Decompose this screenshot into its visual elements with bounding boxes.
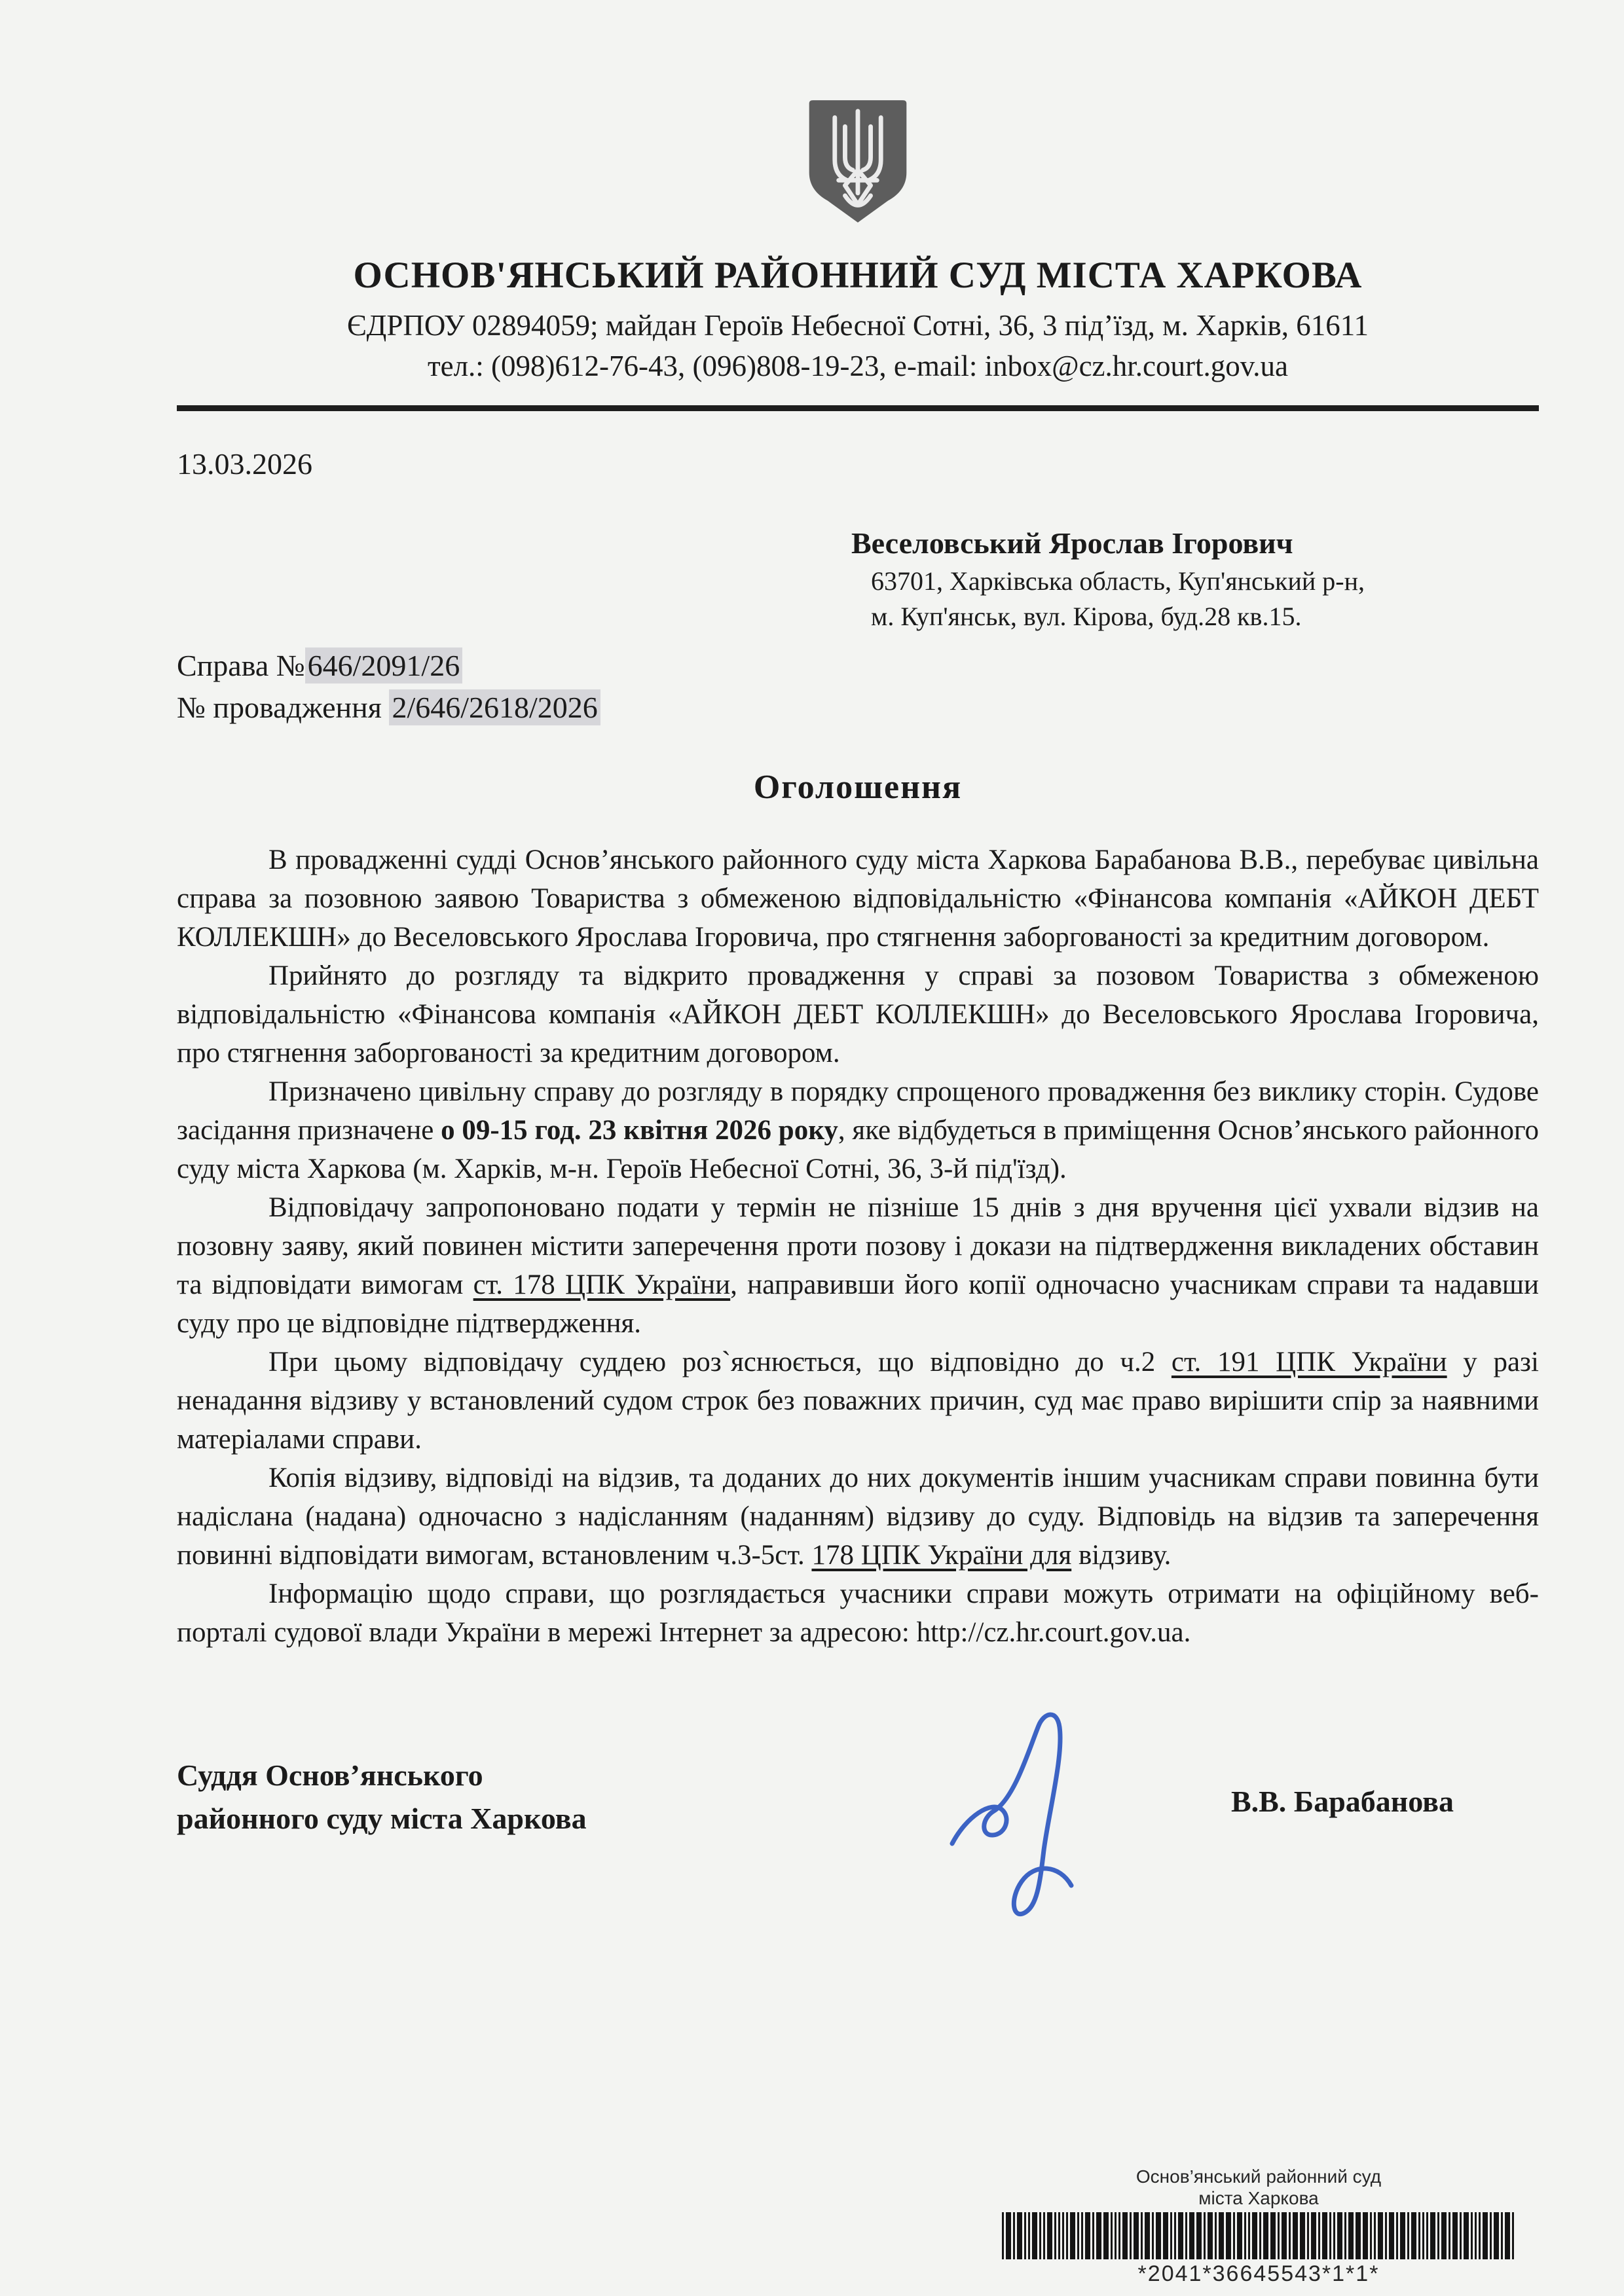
judge-title-line1: Суддя Основ’янського	[177, 1758, 483, 1792]
judge-title-line2: районного суду міста Харкова	[177, 1802, 587, 1835]
signature-block	[177, 1754, 1539, 1840]
document-body	[177, 841, 1539, 1652]
paragraph-5-run: у разі ненадання відзиву у встановлений судом строк без поважних причин, суд має право вирішити спір за наявними матеріалами справи.	[177, 1347, 1539, 1455]
case-number-label: Справа №	[177, 649, 305, 682]
court-address: ЄДРПОУ 02894059; майдан Героїв Небесної Сотні, 36, 3 під’їзд, м. Харків, 61611	[346, 309, 1369, 342]
paragraph-3	[177, 1072, 1539, 1188]
proceeding-number-line	[177, 687, 1539, 729]
footer-court-line1: Основ’янський районний суд	[1135, 2166, 1382, 2187]
case-number-value: 646/2091/26	[305, 647, 463, 683]
paragraph-4-run: Відповідачу запропоновано подати у термін не пізніше 15 днів з дня вручення цієї ухвали відзив на позовну заяву, який повинен містити заперечення проти позову і докази на підтвердження викладених обставин та відповідати вимогам	[177, 1192, 1539, 1300]
statute-reference-178-2: 178 ЦПК України для	[811, 1540, 1072, 1571]
paragraph-1: В провадженні судді Основ’янського районного суду міста Харкова Барабанова В.В., перебуває цивільна справа за позовною заявою Товариства з обмеженою відповідальністю «Фінансова компанія «АЙКОН ДЕБТ КОЛЛЕКШН» до Веселовського Ярослава Ігоровича, про стягнення заборгованості за кредитним договором.	[177, 845, 1539, 953]
paragraph-5	[177, 1343, 1539, 1459]
letterhead-divider	[177, 405, 1539, 411]
barcode	[981, 2212, 1536, 2259]
proceeding-number-label: № провадження	[177, 691, 390, 724]
recipient-name: Веселовський Ярослав Ігорович	[851, 526, 1293, 560]
court-contacts: тел.: (098)612-76-43, (096)808-19-23, e-mail: inbox@cz.hr.court.gov.ua	[427, 350, 1289, 382]
handwritten-signature	[943, 1705, 1113, 1921]
recipient-address-line1: 63701, Харківська область, Куп'янський р-н,	[871, 566, 1365, 596]
recipient-address-line2: м. Куп'янськ, вул. Кірова, буд.28 кв.15.	[871, 602, 1302, 631]
case-number-line	[177, 645, 1539, 687]
proceeding-number-value: 2/646/2618/2026	[389, 689, 600, 725]
judge-title	[177, 1754, 587, 1840]
paragraph-4	[177, 1188, 1539, 1343]
hearing-datetime: о 09-15 год. 23 квітня 2026 року	[441, 1115, 838, 1146]
paragraph-7: Інформацію щодо справи, що розглядається учасники справи можуть отримати на офіційному веб-порталі судової влади України в мережі Інтернет за адресою: http://cz.hr.court.gov.ua.	[177, 1578, 1539, 1648]
paragraph-5-run: При цьому відповідачу суддею роз`яснюється, що відповідно до ч.2	[268, 1347, 1172, 1377]
paragraph-6-run: Копія відзиву, відповіді на відзив, та доданих до них документів іншим учасникам справи повинна бути надіслана (надана) одночасно з надісланням (наданням) відзиву до суду. Відповідь на відзив та заперечення повинні відповідати вимогам, встановленим ч.3-5ст.	[177, 1463, 1539, 1571]
judge-name: В.В. Барабанова	[1230, 1785, 1454, 1818]
paragraph-6-run: відзиву.	[1071, 1540, 1172, 1571]
paragraph-3-run: , яке відбудеться в приміщення Основ’янського районного суду міста Харкова (м. Харків, м-н. Героїв Небесної Сотні, 36, 3-й під'їзд).	[177, 1115, 1540, 1184]
paragraph-4-run: , направивши його копії одночасно учасникам справи та надавши суду про це відповідне підтвердження.	[177, 1269, 1540, 1339]
paragraph-3-run: Призначено цивільну справу до розгляду в порядку спрощеного провадження без виклику сторін. Судове засідання призначене	[177, 1076, 1539, 1146]
barcode-value: *2041*36645543*1*1*	[1137, 2261, 1380, 2286]
document-title: Оголошення	[753, 769, 963, 806]
signature-stroke	[952, 1715, 1071, 1914]
case-block	[177, 645, 1539, 729]
recipient-block	[851, 523, 1539, 634]
document-date: 13.03.2026	[177, 447, 312, 481]
ukraine-trident-emblem-icon	[800, 98, 915, 227]
barcode-footer	[981, 2166, 1536, 2287]
statute-reference-191: ст. 191 ЦПК України	[1171, 1347, 1447, 1377]
paragraph-2: Прийнято до розгляду та відкрито провадження у справі за позовом Товариства з обмеженою відповідальністю «Фінансова компанія «АЙКОН ДЕБТ КОЛЛЕКШН» до Веселовського Ярослава Ігоровича, про стягнення заборгованості за кредитним договором.	[177, 960, 1539, 1068]
footer-court-line2: міста Харкова	[1198, 2188, 1319, 2208]
court-name: ОСНОВ'ЯНСЬКИЙ РАЙОННИЙ СУД МІСТА ХАРКОВА	[353, 255, 1363, 296]
paragraph-6	[177, 1459, 1539, 1575]
statute-reference-178: ст. 178 ЦПК України	[473, 1269, 731, 1300]
